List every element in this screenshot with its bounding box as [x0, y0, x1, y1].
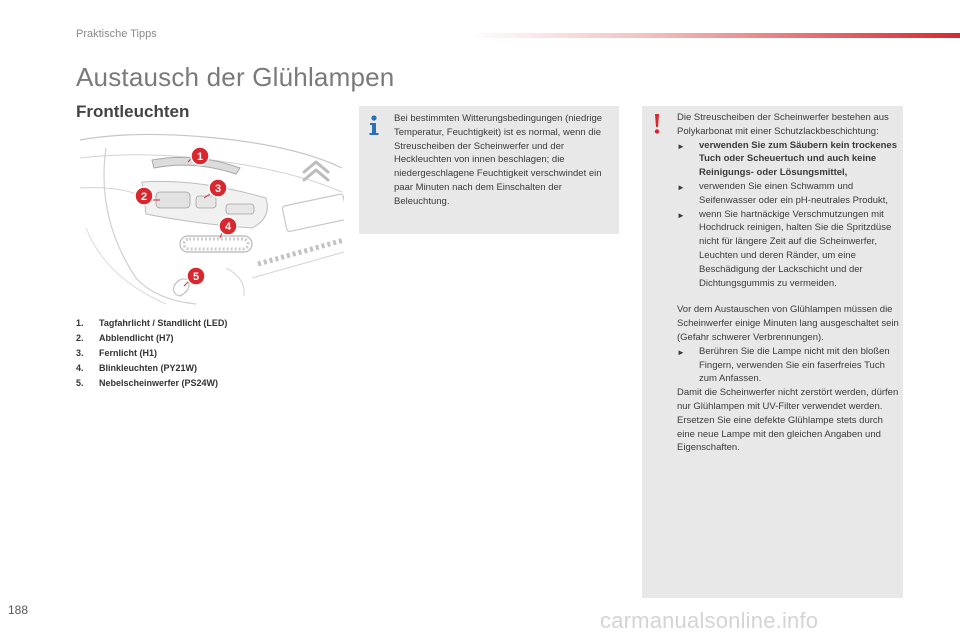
svg-text:4: 4: [224, 221, 232, 233]
warning-bullet: ► Berühren Sie die Lampe nicht mit den bloßen Fingern, verwenden Sie ein faserfreies Tuch zum Anfassen.: [677, 345, 890, 385]
info-box: [359, 106, 619, 234]
warning-bullet: ► verwenden Sie zum Säubern kein trockenes Tuch oder Scheuertuch und auch keine Reinigungs- oder Lösungsmittel,: [677, 139, 897, 179]
warning-intro: Die Streuscheiben der Scheinwerfer bestehen aus Polykarbonat mit einer Schutzlackbeschichtung:: [677, 112, 889, 137]
page-number: 188: [8, 603, 29, 617]
warning-box: [642, 106, 903, 598]
info-icon: [367, 114, 381, 136]
section-subtitle: Frontleuchten: [76, 102, 190, 121]
bullet-marker-icon: ►: [677, 182, 685, 192]
warning-paragraph: Ersetzen Sie eine defekte Glühlampe stets durch eine neue Lampe mit den gleichen Angaben und Eigenschaften.: [677, 414, 883, 454]
legend-list: [76, 316, 346, 391]
bullet-marker-icon: ►: [677, 141, 685, 151]
header-accent-bar: [470, 33, 960, 38]
svg-text:2: 2: [140, 191, 148, 203]
svg-text:1: 1: [196, 151, 204, 163]
watermark: carmanualsonline.info: [600, 608, 819, 633]
svg-text:5: 5: [192, 271, 200, 283]
legend-item: 4. Blinkleuchten (PY21W): [76, 363, 198, 373]
page-title: Austausch der Glühlampen: [76, 62, 395, 92]
svg-text:3: 3: [214, 183, 222, 195]
info-text: Bei bestimmten Witterungsbedingungen (niedrige Temperatur, Feuchtigkeit) ist es normal, wenn die Streuscheiben der Scheinwerfer und der Heckleuchten von innen beschlagen; die niedergeschlagene Feuchtigkeit verschwindet ein paar Minuten nach dem Einschalten der Beleuchtung.: [394, 113, 603, 207]
legend-item: 3. Fernlicht (H1): [76, 348, 158, 358]
warning-intro-2: Vor dem Austauschen von Glühlampen müssen die Scheinwerfer einige Minuten lang ausgeschaltet sein (Gefahr schwerer Verbrennungen).: [677, 304, 899, 343]
legend-item: 5. Nebelscheinwerfer (PS24W): [76, 378, 219, 388]
callout-5: [187, 267, 205, 285]
callout-1: [191, 147, 209, 165]
bullet-marker-icon: ►: [677, 347, 685, 357]
callout-3: [209, 179, 227, 197]
section-label: Praktische Tipps: [76, 28, 157, 40]
front-lights-illustration: [76, 128, 344, 306]
callout-2: [135, 187, 153, 205]
callout-4: [219, 217, 237, 235]
warning-bullet: ► wenn Sie hartnäckige Verschmutzungen mit Hochdruck reinigen, halten Sie die Spritzdüse nicht für längere Zeit auf die Scheinwerfer, Leuchten und deren Ränder, um eine Beschädigung der Lackschicht und der Dichtungsgummis zu vermeiden.: [677, 208, 892, 289]
bullet-marker-icon: ►: [677, 210, 685, 220]
warning-paragraph: Damit die Scheinwerfer nicht zerstört werden, dürfen nur Glühlampen mit UV-Filter verwendet werden.: [677, 387, 899, 412]
warning-icon: [650, 113, 664, 135]
legend-item: 1. Tagfahrlicht / Standlicht (LED): [76, 318, 228, 328]
warning-bullet: ► verwenden Sie einen Schwamm und Seifenwasser oder ein pH-neutrales Produkt,: [677, 180, 889, 206]
legend-item: 2. Abblendlicht (H7): [76, 333, 174, 343]
